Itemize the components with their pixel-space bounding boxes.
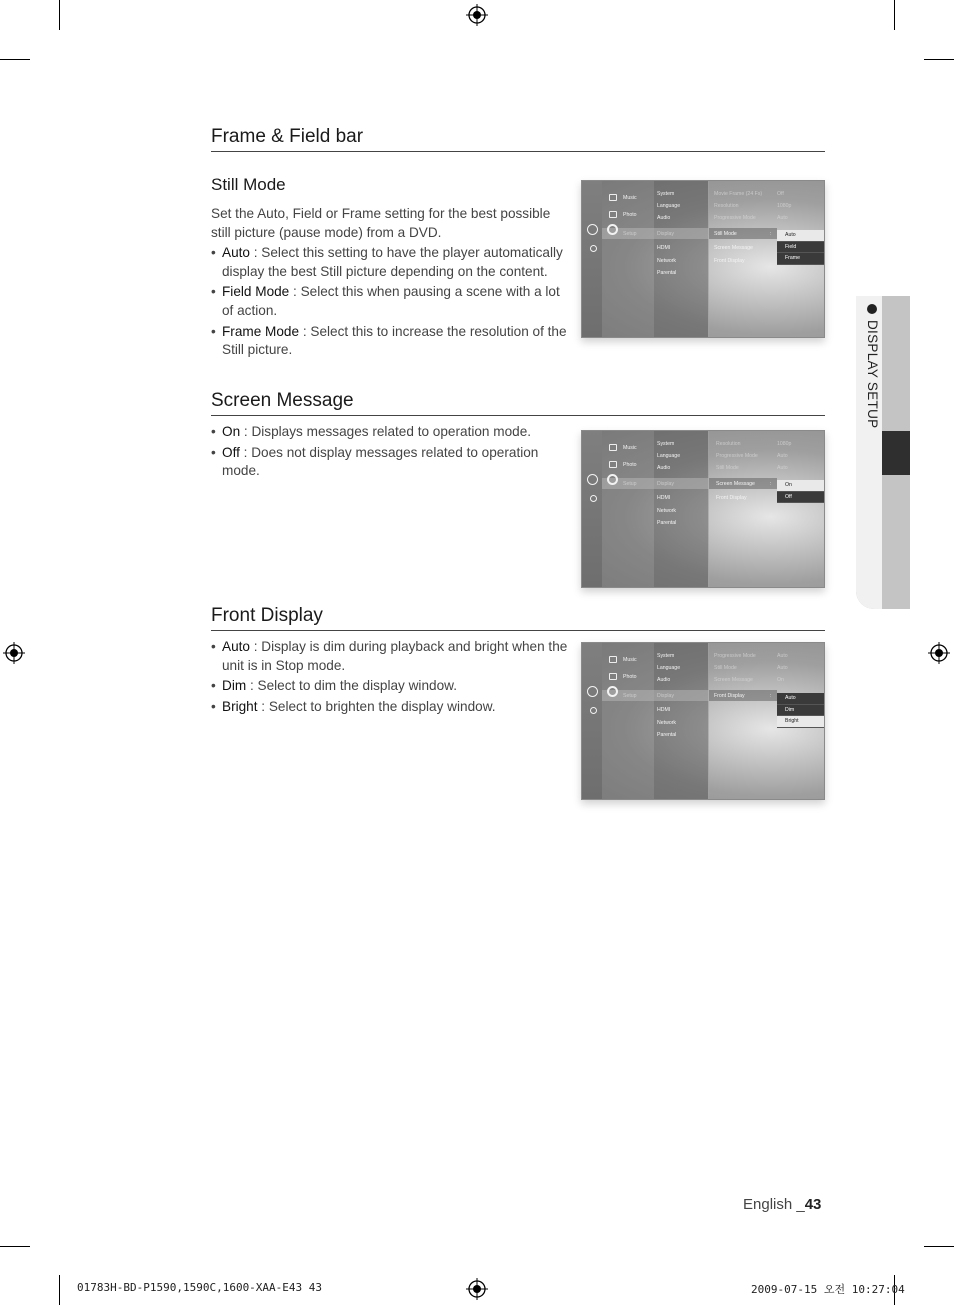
crop-mark <box>0 59 30 60</box>
menu-item-display: Display <box>657 231 675 237</box>
option-dim: Dim <box>777 705 825 717</box>
menu-item-audio: Audio <box>657 677 671 683</box>
setting-label: Screen Message <box>714 245 753 251</box>
setting-value: Auto <box>777 665 788 671</box>
section-title-front-display: Front Display <box>211 604 825 631</box>
setting-value: : <box>770 481 772 487</box>
crop-mark <box>924 59 954 60</box>
side-tab-marker <box>882 431 910 475</box>
menu-item-hdmi: HDMI <box>657 707 671 713</box>
crop-mark <box>59 0 60 30</box>
option-popup <box>777 480 825 503</box>
subsection-title-still-mode: Still Mode <box>211 175 286 194</box>
music-icon <box>609 444 617 451</box>
photo-icon <box>609 211 617 218</box>
setting-label: Movie Frame (24 Fs) <box>714 191 763 197</box>
section-title-screen-message: Screen Message <box>211 389 825 416</box>
setting-label: Progressive Mode <box>714 215 756 221</box>
menu-item-music: Music <box>623 195 637 201</box>
menu-item-photo: Photo <box>623 674 637 680</box>
setting-value: 1080p <box>777 203 792 209</box>
setting-label: Still Mode <box>716 465 739 471</box>
option-popup <box>777 230 825 265</box>
setting-value: : <box>770 231 772 237</box>
section-title-frame-field: Frame & Field bar <box>211 125 825 152</box>
side-tab-label: DISPLAY SETUP <box>858 304 880 428</box>
setting-value: : <box>770 693 772 699</box>
registration-mark-icon <box>466 4 488 26</box>
menu-item-network: Network <box>657 258 677 264</box>
menu-item-hdmi: HDMI <box>657 245 671 251</box>
gear-icon <box>607 474 618 485</box>
photo-icon <box>609 673 617 680</box>
menu-item-display: Display <box>657 481 675 487</box>
registration-mark-icon <box>3 642 25 664</box>
option-auto: Auto <box>777 230 825 242</box>
registration-mark-icon <box>466 1278 488 1300</box>
photo-icon <box>609 461 617 468</box>
menu-item-setup: Setup <box>623 693 637 699</box>
gear-icon <box>607 224 618 235</box>
still-mode-text <box>211 205 573 362</box>
disc-icon <box>587 224 598 235</box>
menu-item-music: Music <box>623 657 637 663</box>
menu-item-parental: Parental <box>657 270 677 276</box>
setting-value: Auto <box>777 465 788 471</box>
list-item: • Auto : Display is dim during playback and bright when the unit is in Stop mode. <box>211 639 568 673</box>
setting-label: Still Mode <box>714 665 737 671</box>
setting-value: Auto <box>777 653 788 659</box>
list-item: • On : Displays messages related to operation mode. <box>211 424 532 439</box>
list-item: • Auto : Select this setting to have the player automatically display the best Still picture depending on the content. <box>211 245 563 279</box>
menu-item-photo: Photo <box>623 212 637 218</box>
disc-icon <box>587 686 598 697</box>
menu-item-network: Network <box>657 720 677 726</box>
option-on: On <box>777 480 825 492</box>
menu-item-hdmi: HDMI <box>657 495 671 501</box>
page-number: English _43 <box>743 1196 822 1213</box>
bullet-dot-icon <box>867 304 877 314</box>
menu-item-audio: Audio <box>657 465 671 471</box>
screenshot-screen-message-menu <box>581 430 825 588</box>
footer-filename: 01783H-BD-P1590,1590C,1600-XAA-E43 43 <box>77 1281 323 1294</box>
option-auto: Auto <box>777 693 825 705</box>
globe-icon <box>590 707 597 714</box>
list-item: • Off : Does not display messages related to operation mode. <box>211 444 539 479</box>
option-field: Field <box>777 242 825 254</box>
menu-item-language: Language <box>657 453 681 459</box>
setting-value: Auto <box>777 215 788 221</box>
music-icon <box>609 194 617 201</box>
gear-icon <box>607 686 618 697</box>
setting-value: 1080p <box>777 441 792 447</box>
menu-item-display: Display <box>657 693 675 699</box>
list-item: • Frame Mode : Select this to increase the resolution of the Still picture. <box>211 323 567 358</box>
setting-label: Front Display <box>714 693 745 699</box>
setting-label: Screen Message <box>716 481 755 487</box>
option-off: Off <box>777 492 825 504</box>
menu-item-language: Language <box>657 665 681 671</box>
list-item: • Bright : Select to brighten the display window. <box>211 698 496 714</box>
still-mode-intro: Set the Auto, Field or Frame setting for the best possible still picture (pause mode) from a DVD. <box>211 206 551 240</box>
menu-item-parental: Parental <box>657 520 677 526</box>
option-popup <box>777 693 825 728</box>
list-item: • Field Mode : Select this when pausing a scene with a lot of action. <box>211 284 560 318</box>
setting-label: Still Mode <box>714 231 737 237</box>
setting-label: Resolution <box>716 441 741 447</box>
crop-mark <box>924 1246 954 1247</box>
crop-mark <box>0 1246 30 1247</box>
setting-value: Auto <box>777 453 788 459</box>
menu-item-music: Music <box>623 445 637 451</box>
screen-message-text <box>211 423 551 483</box>
globe-icon <box>590 495 597 502</box>
menu-item-network: Network <box>657 508 677 514</box>
setting-value: On <box>777 677 784 683</box>
setting-label: Resolution <box>714 203 739 209</box>
footer-timestamp: 2009-07-15 오전 10:27:04 <box>751 1283 905 1296</box>
globe-icon <box>590 245 597 252</box>
menu-item-system: System <box>657 653 675 659</box>
menu-item-audio: Audio <box>657 215 671 221</box>
screenshot-front-display-menu <box>581 642 825 800</box>
disc-icon <box>587 474 598 485</box>
setting-label: Progressive Mode <box>716 453 758 459</box>
menu-item-photo: Photo <box>623 462 637 468</box>
side-tab <box>856 296 910 609</box>
list-item: • Dim : Select to dim the display window. <box>211 678 457 694</box>
menu-item-parental: Parental <box>657 732 677 738</box>
setting-label: Progressive Mode <box>714 653 756 659</box>
menu-item-setup: Setup <box>623 481 637 487</box>
music-icon <box>609 656 617 663</box>
front-display-text <box>211 638 573 718</box>
option-frame: Frame <box>777 253 825 265</box>
menu-item-system: System <box>657 191 675 197</box>
setting-label: Front Display <box>716 495 747 501</box>
crop-mark <box>59 1275 60 1305</box>
setting-value: Off <box>777 191 784 197</box>
registration-mark-icon <box>928 642 950 664</box>
crop-mark <box>894 0 895 30</box>
option-bright: Bright <box>777 716 825 728</box>
menu-item-system: System <box>657 441 675 447</box>
menu-item-setup: Setup <box>623 231 637 237</box>
screenshot-still-mode-menu <box>581 180 825 338</box>
setting-label: Front Display <box>714 258 745 264</box>
setting-label: Screen Message <box>714 677 753 683</box>
menu-item-language: Language <box>657 203 681 209</box>
